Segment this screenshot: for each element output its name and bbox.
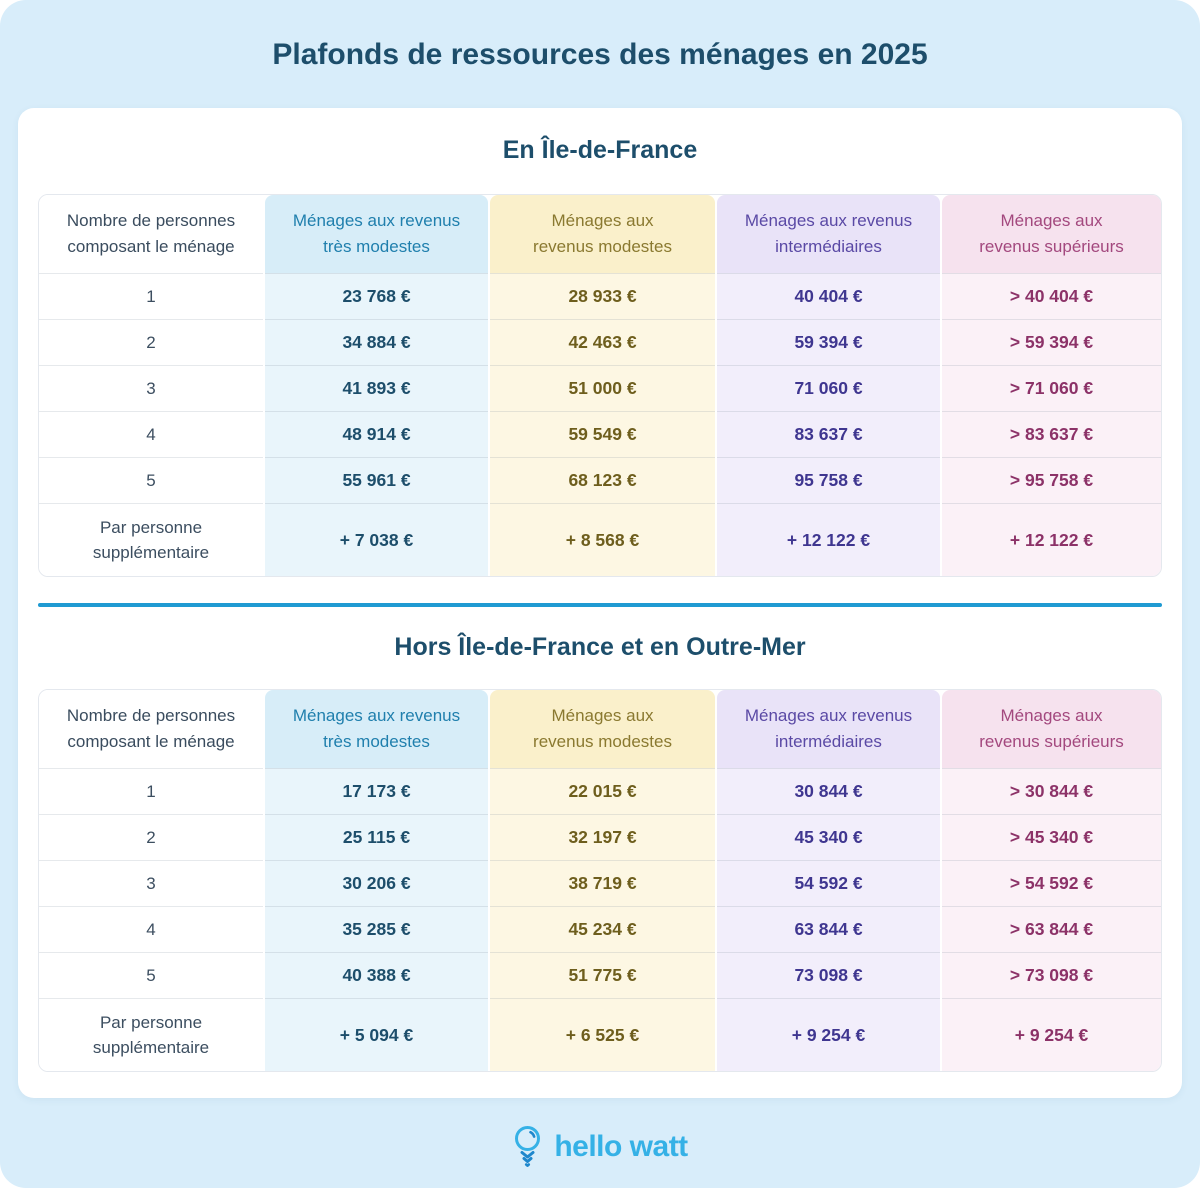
table-cell: 42 463 €: [490, 319, 715, 365]
column-header-line2: composant le ménage: [67, 237, 235, 256]
section-divider: [38, 603, 1162, 607]
column-header-line2: revenus supérieurs: [979, 237, 1124, 256]
table-cell: 55 961 €: [265, 457, 488, 503]
table-cell: 73 098 €: [717, 952, 940, 998]
content-card: [18, 108, 1182, 1098]
table-cell: 41 893 €: [265, 365, 488, 411]
page-title: Plafonds de ressources des ménages en 2025: [272, 38, 928, 71]
column-header-superieurs: [942, 690, 1161, 768]
column-header-line1: Ménages aux revenus: [292, 705, 461, 725]
household-size-cell: 4: [39, 906, 263, 952]
column-header-line1: Nombre de personnes: [66, 705, 236, 725]
column-header-line1: Ménages aux: [1000, 705, 1103, 725]
table-cell: 51 775 €: [490, 952, 715, 998]
table-cell: 63 844 €: [717, 906, 940, 952]
household-size-cell: Par personne supplémentaire: [39, 998, 263, 1071]
column-header-household-size: [39, 195, 263, 273]
household-size-cell: Par personne supplémentaire: [39, 503, 263, 576]
table-cell: 48 914 €: [265, 411, 488, 457]
table-cell: > 40 404 €: [942, 273, 1161, 319]
column-header-intermediaires: [717, 195, 940, 273]
section-title-hors-idf: Hors Île-de-France et en Outre-Mer: [394, 633, 806, 661]
table-cell: + 5 094 €: [265, 998, 488, 1071]
table-cell: 28 933 €: [490, 273, 715, 319]
table-cell: > 95 758 €: [942, 457, 1161, 503]
table-cell: 59 394 €: [717, 319, 940, 365]
table-cell: 30 206 €: [265, 860, 488, 906]
column-header-line2: très modestes: [323, 732, 430, 751]
section-title-idf: En Île-de-France: [502, 136, 698, 164]
table-cell: 22 015 €: [490, 768, 715, 814]
table-hors-idf: [38, 689, 1162, 1072]
household-size-cell: 3: [39, 860, 263, 906]
column-header-line1: Ménages aux revenus: [744, 210, 913, 230]
column-header-tres-modestes: [265, 195, 488, 273]
brand-name: hello watt: [554, 1130, 688, 1163]
table-cell: 68 123 €: [490, 457, 715, 503]
table-cell: > 63 844 €: [942, 906, 1161, 952]
table-cell: 54 592 €: [717, 860, 940, 906]
brand-logo: [0, 1098, 1200, 1188]
column-header-line2: revenus modestes: [533, 732, 672, 751]
column-header-household-size: [39, 690, 263, 768]
table-cell: + 9 254 €: [942, 998, 1161, 1071]
lightbulb-icon: [512, 1125, 543, 1169]
table-cell: 34 884 €: [265, 319, 488, 365]
column-header-line2: intermédiaires: [775, 237, 882, 256]
table-cell: + 6 525 €: [490, 998, 715, 1071]
column-header-line1: Ménages aux: [551, 210, 654, 230]
column-header-line1: Ménages aux: [1000, 210, 1103, 230]
table-cell: 38 719 €: [490, 860, 715, 906]
column-header-line2: revenus modestes: [533, 237, 672, 256]
household-size-cell: 3: [39, 365, 263, 411]
table-cell: > 73 098 €: [942, 952, 1161, 998]
column-header-modestes: [490, 690, 715, 768]
table-cell: 71 060 €: [717, 365, 940, 411]
column-header-modestes: [490, 195, 715, 273]
column-header-line1: Nombre de personnes: [66, 210, 236, 230]
household-size-cell: 2: [39, 319, 263, 365]
table-cell: + 12 122 €: [717, 503, 940, 576]
table-cell: 95 758 €: [717, 457, 940, 503]
table-cell: + 8 568 €: [490, 503, 715, 576]
column-header-line2: intermédiaires: [775, 732, 882, 751]
household-size-cell: 5: [39, 952, 263, 998]
table-cell: > 71 060 €: [942, 365, 1161, 411]
column-header-tres-modestes: [265, 690, 488, 768]
column-header-intermediaires: [717, 690, 940, 768]
table-cell: 17 173 €: [265, 768, 488, 814]
household-size-cell: 5: [39, 457, 263, 503]
table-cell: 25 115 €: [265, 814, 488, 860]
table-cell: + 7 038 €: [265, 503, 488, 576]
table-cell: 40 388 €: [265, 952, 488, 998]
table-cell: 35 285 €: [265, 906, 488, 952]
column-header-line2: composant le ménage: [67, 732, 235, 751]
table-cell: > 54 592 €: [942, 860, 1161, 906]
column-header-line2: revenus supérieurs: [979, 732, 1124, 751]
table-cell: + 9 254 €: [717, 998, 940, 1071]
table-cell: + 12 122 €: [942, 503, 1161, 576]
table-cell: > 45 340 €: [942, 814, 1161, 860]
table-cell: 83 637 €: [717, 411, 940, 457]
table-cell: 51 000 €: [490, 365, 715, 411]
column-header-line2: très modestes: [323, 237, 430, 256]
household-size-cell: 1: [39, 768, 263, 814]
table-cell: 45 340 €: [717, 814, 940, 860]
column-header-line1: Ménages aux: [551, 705, 654, 725]
table-cell: > 30 844 €: [942, 768, 1161, 814]
household-size-cell: 1: [39, 273, 263, 319]
table-cell: 32 197 €: [490, 814, 715, 860]
table-idf: [38, 194, 1162, 577]
household-size-cell: 4: [39, 411, 263, 457]
table-cell: 45 234 €: [490, 906, 715, 952]
table-cell: 23 768 €: [265, 273, 488, 319]
column-header-line1: Ménages aux revenus: [744, 705, 913, 725]
table-cell: > 83 637 €: [942, 411, 1161, 457]
table-cell: 59 549 €: [490, 411, 715, 457]
table-cell: 30 844 €: [717, 768, 940, 814]
household-size-cell: 2: [39, 814, 263, 860]
table-cell: > 59 394 €: [942, 319, 1161, 365]
column-header-line1: Ménages aux revenus: [292, 210, 461, 230]
column-header-superieurs: [942, 195, 1161, 273]
table-cell: 40 404 €: [717, 273, 940, 319]
